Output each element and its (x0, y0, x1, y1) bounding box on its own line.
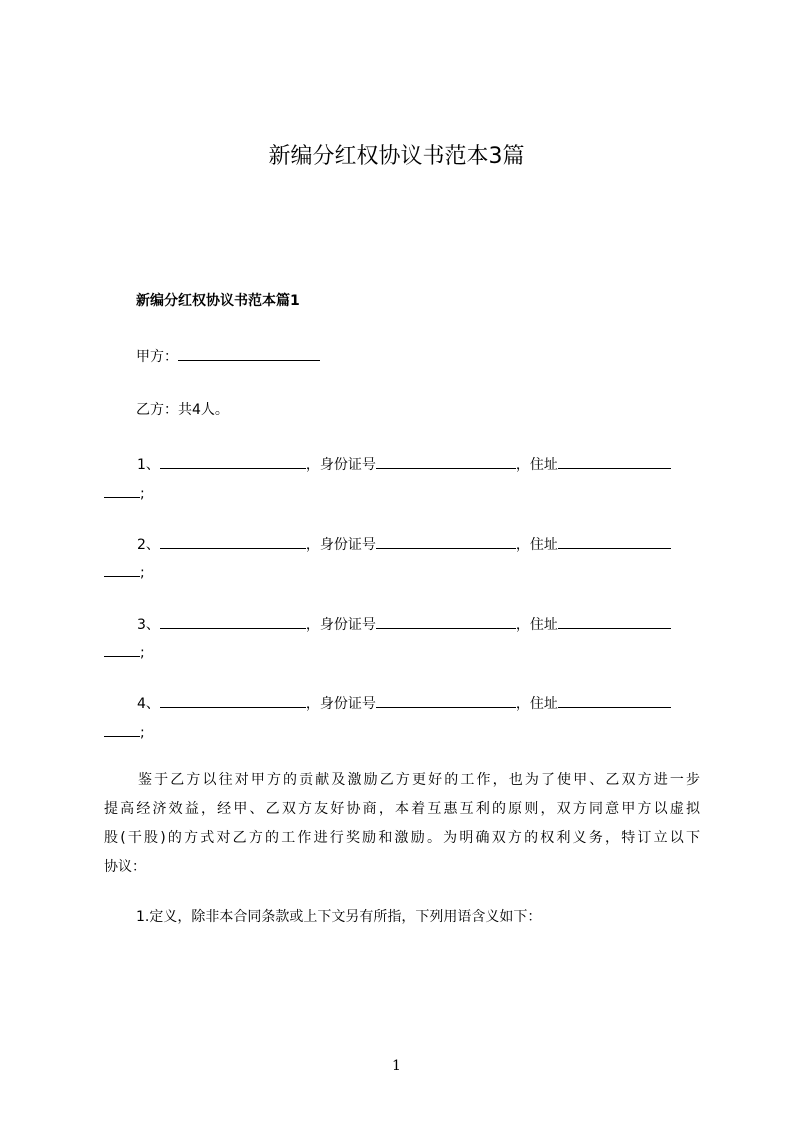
address-blank (558, 452, 671, 469)
party-a-label: 甲方： (136, 349, 178, 365)
section-heading: 新编分红权协议书范本篇1 (136, 293, 300, 309)
address-blank-cont (104, 720, 140, 737)
id-blank (376, 532, 516, 549)
address-blank (558, 532, 671, 549)
party-a-blank (178, 344, 320, 361)
address-label: ，住址 (515, 617, 558, 633)
id-blank (376, 612, 516, 629)
member-number: 1、 (137, 457, 160, 473)
name-blank (160, 691, 306, 708)
member-row-2-continuation (104, 560, 145, 583)
id-label: ，身份证号 (305, 537, 376, 553)
preamble-line-2: 提高经济效益，经甲、乙双方友好协商，本着互惠互利的原则，双方同意甲方以虚拟 (104, 801, 700, 817)
member-row-3-continuation (104, 640, 145, 663)
document-title: 新编分红权协议书范本3篇 (268, 144, 525, 169)
line-end: ; (140, 486, 145, 502)
member-row-4-continuation (104, 720, 145, 743)
name-blank (160, 612, 306, 629)
address-blank-cont (104, 640, 140, 657)
id-blank (376, 452, 516, 469)
member-number: 4、 (137, 696, 160, 712)
line-end: ; (140, 725, 145, 741)
definition-clause: 1.定义，除非本合同条款或上下文另有所指，下列用语含义如下： (136, 909, 542, 925)
address-blank-cont (104, 481, 140, 498)
preamble-line-4: 协议： (104, 859, 146, 875)
address-blank (558, 612, 671, 629)
member-number: 3、 (137, 617, 160, 633)
address-blank (558, 691, 671, 708)
id-label: ，身份证号 (305, 617, 376, 633)
party-b-line: 乙方：共4人。 (136, 402, 229, 418)
preamble-line-3: 股(干股)的方式对乙方的工作进行奖励和激励。为明确双方的权利义务，特订立以下 (104, 830, 700, 846)
line-end: ; (140, 645, 145, 661)
address-label: ，住址 (515, 457, 558, 473)
member-row-1 (137, 452, 671, 475)
address-label: ，住址 (515, 696, 558, 712)
line-end: ; (140, 565, 145, 581)
name-blank (160, 532, 306, 549)
name-blank (160, 452, 306, 469)
preamble-line-1: 鉴于乙方以往对甲方的贡献及激励乙方更好的工作，也为了使甲、乙双方进一步 (138, 772, 700, 788)
member-row-2 (137, 532, 671, 555)
id-blank (376, 691, 516, 708)
id-label: ，身份证号 (305, 696, 376, 712)
member-row-4 (137, 691, 671, 714)
preamble-paragraph (104, 766, 700, 882)
page-number: 1 (392, 1058, 401, 1074)
member-row-3 (137, 612, 671, 635)
member-number: 2、 (137, 537, 160, 553)
party-a-line (136, 344, 320, 367)
address-label: ，住址 (515, 537, 558, 553)
member-row-1-continuation (104, 481, 145, 504)
id-label: ，身份证号 (305, 457, 376, 473)
address-blank-cont (104, 560, 140, 577)
